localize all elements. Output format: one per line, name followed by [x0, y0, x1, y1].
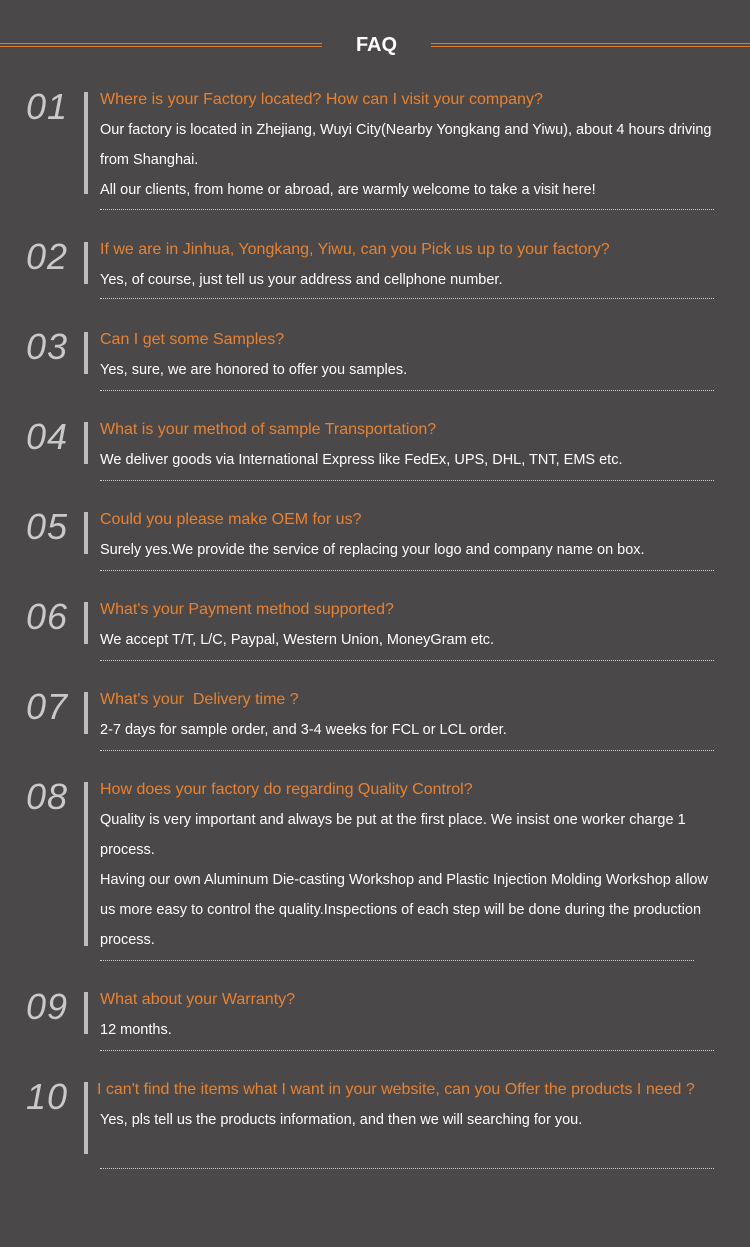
- faq-separator: [100, 660, 714, 661]
- faq-accent-bar: [84, 332, 88, 374]
- faq-answer-paragraph: All our clients, from home or abroad, are warmly welcome to take a visit here!: [100, 182, 596, 198]
- faq-accent-bar: [84, 692, 88, 734]
- faq-content: [100, 422, 712, 475]
- faq-answer: [100, 805, 712, 955]
- faq-number: 04: [26, 416, 69, 457]
- faq-answer-paragraph: Yes, sure, we are honored to offer you samples.: [100, 362, 408, 378]
- faq-header: [0, 0, 750, 80]
- faq-accent-bar: [84, 992, 88, 1034]
- faq-content: [100, 992, 712, 1045]
- faq-accent-bar: [84, 602, 88, 644]
- faq-question: If we are in Jinhua, Yongkang, Yiwu, can you Pick us up to your factory?: [100, 241, 610, 258]
- faq-answer: [100, 1105, 712, 1135]
- faq-question: What's your Delivery time ?: [100, 691, 299, 708]
- faq-number: 05: [26, 506, 69, 547]
- faq-number: 10: [26, 1076, 69, 1117]
- faq-number: 07: [26, 686, 69, 727]
- faq-answer-paragraph: 12 months.: [100, 1022, 172, 1038]
- faq-question: How does your factory do regarding Quality Control?: [100, 781, 473, 798]
- header-line-right: [431, 43, 750, 47]
- faq-accent-bar: [84, 92, 88, 194]
- faq-question: Can I get some Samples?: [100, 331, 285, 348]
- faq-separator: [100, 1050, 714, 1051]
- faq-accent-bar: [84, 422, 88, 464]
- faq-answer-paragraph: Quality is very important and always be put at the first place. We insist one worker charge 1 process.: [100, 812, 686, 858]
- faq-answer: [100, 115, 712, 205]
- faq-number: 01: [26, 86, 69, 127]
- faq-accent-bar: [84, 242, 88, 284]
- faq-number: 08: [26, 776, 69, 817]
- faq-question: What's your Payment method supported?: [100, 601, 394, 618]
- faq-answer: [100, 445, 712, 475]
- page-title: FAQ: [355, 34, 398, 56]
- faq-content: [97, 1081, 712, 1135]
- faq-separator: [100, 960, 694, 961]
- faq-separator: [100, 209, 714, 210]
- faq-answer: [100, 625, 712, 655]
- faq-accent-bar: [84, 1082, 88, 1154]
- faq-separator: [100, 750, 714, 751]
- faq-answer: [100, 355, 712, 385]
- faq-accent-bar: [84, 512, 88, 554]
- faq-answer-paragraph: We deliver goods via International Express like FedEx, UPS, DHL, TNT, EMS etc.: [100, 452, 623, 468]
- faq-content: [100, 332, 712, 385]
- faq-question: What about your Warranty?: [100, 991, 296, 1008]
- faq-content: [100, 782, 712, 955]
- faq-question: I can't find the items what I want in your website, can you Offer the products I need ?: [97, 1081, 695, 1098]
- faq-answer-paragraph: Surely yes.We provide the service of replacing your logo and company name on box.: [100, 542, 645, 558]
- faq-separator: [100, 1168, 714, 1169]
- faq-number: 03: [26, 326, 69, 367]
- faq-separator: [100, 390, 714, 391]
- faq-number: 06: [26, 596, 69, 637]
- faq-number: 02: [26, 236, 69, 277]
- faq-content: [100, 692, 712, 745]
- faq-answer-paragraph: Yes, pls tell us the products information, and then we will searching for you.: [100, 1112, 583, 1128]
- faq-separator: [100, 480, 714, 481]
- header-line-left: [0, 43, 322, 47]
- faq-answer-paragraph: Having our own Aluminum Die-casting Workshop and Plastic Injection Molding Workshop allow us more easy to control the quality.Inspections of each step will be done during the production process.: [100, 872, 708, 948]
- faq-answer: [100, 1015, 712, 1045]
- faq-answer-paragraph: We accept T/T, L/C, Paypal, Western Union, MoneyGram etc.: [100, 632, 495, 648]
- faq-answer: [100, 265, 712, 295]
- faq-accent-bar: [84, 782, 88, 946]
- faq-answer-paragraph: 2-7 days for sample order, and 3-4 weeks for FCL or LCL order.: [100, 722, 507, 738]
- faq-answer: [100, 715, 712, 745]
- faq-separator: [100, 298, 714, 299]
- faq-question: What is your method of sample Transportation?: [100, 421, 437, 438]
- faq-question: Could you please make OEM for us?: [100, 511, 362, 528]
- faq-answer-paragraph: Our factory is located in Zhejiang, Wuyi City(Nearby Yongkang and Yiwu), about 4 hours driving from Shanghai.: [100, 122, 712, 168]
- faq-content: [100, 92, 712, 205]
- faq-number: 09: [26, 986, 69, 1027]
- faq-separator: [100, 570, 714, 571]
- faq-content: [100, 512, 712, 565]
- faq-content: [100, 602, 712, 655]
- faq-answer-paragraph: Yes, of course, just tell us your address and cellphone number.: [100, 272, 503, 288]
- faq-content: [100, 242, 712, 295]
- faq-question: Where is your Factory located? How can I visit your company?: [100, 91, 543, 108]
- faq-answer: [100, 535, 712, 565]
